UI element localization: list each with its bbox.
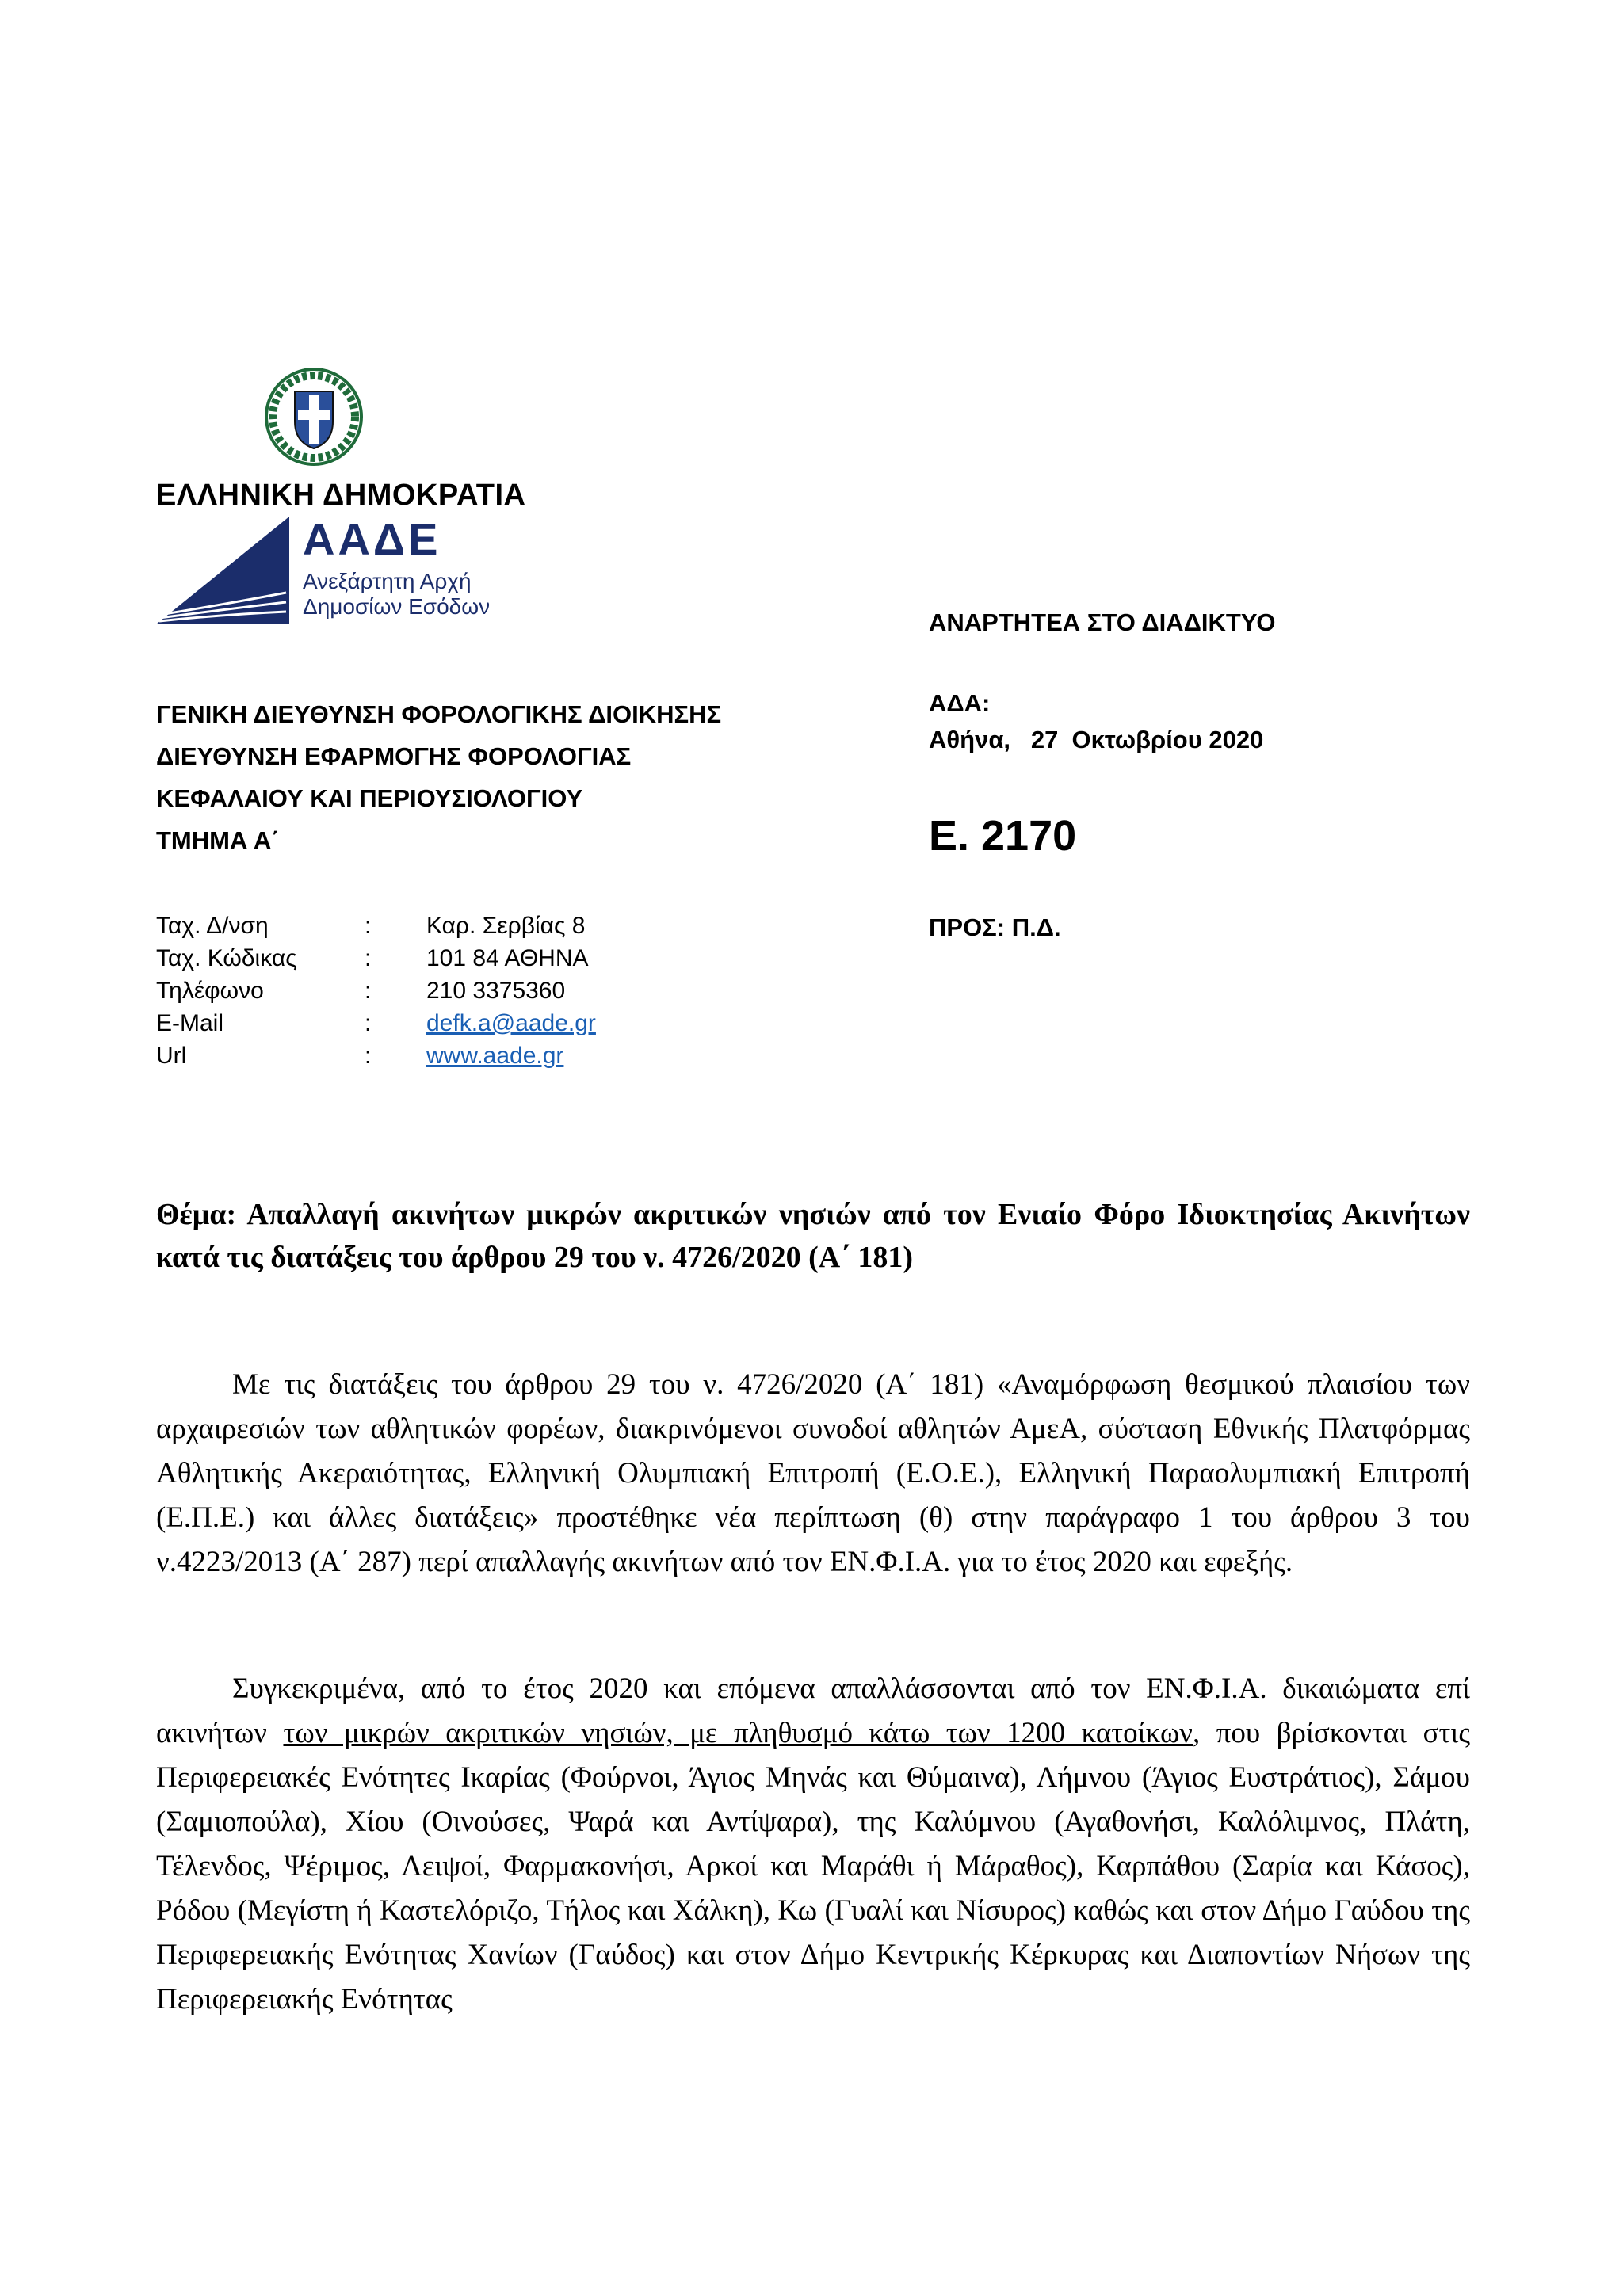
document-date: Αθήνα, 27 Οκτωβρίου 2020 <box>929 726 1264 753</box>
contact-label: Τηλέφωνο <box>156 978 264 1004</box>
ada-label: ΑΔΑ: <box>929 689 991 717</box>
contact-colon: : <box>365 1043 372 1069</box>
contact-value: 210 3375360 <box>426 978 566 1004</box>
aade-logo-name: ΑΑΔΕ <box>303 514 441 564</box>
publish-notice: ΑΝΑΡΤΗΤΕΑ ΣΤΟ ΔΙΑΔΙΚΤΥΟ <box>929 608 1276 636</box>
department-line: ΔΙΕΥΘΥΝΣΗ ΕΦΑΡΜΟΓΗΣ ΦΟΡΟΛΟΓΙΑΣ <box>156 742 632 770</box>
contact-label: Url <box>156 1043 187 1069</box>
contact-colon: : <box>365 1010 372 1036</box>
contact-label: E-Mail <box>156 1010 224 1036</box>
body-paragraph <box>156 1363 1470 1585</box>
contact-value: Καρ. Σερβίας 8 <box>426 913 586 939</box>
contact-value: 101 84 ΑΘΗΝΑ <box>426 945 589 971</box>
paragraph-text: Συγκεκριμένα, από το έτος 2020 και επόμενα απαλλάσσονται από τον ΕΝ.Φ.Ι.Α. δικαιώματα επί ακινήτων <box>156 1672 1470 1749</box>
contact-colon: : <box>365 978 372 1004</box>
underlined-text: των μικρών ακριτικών νησιών, με πληθυσμό κάτω των 1200 κατοίκων <box>283 1717 1193 1749</box>
paragraph-text: , που βρίσκονται στις Περιφερειακές Ενότητες Ικαρίας (Φούρνοι, Άγιος Μηνάς και Θύμαινα), Λήμνου (Άγιος Ευστράτιος), Σάμου (Σαμιοπούλα), Χίου (Οινούσες, Ψαρά και Αντίψαρα), της Καλύμνου (Αγαθονήσι, Καλόλιμνος, Πλάτη, Τέλενδος, Ψέριμος, Λειψοί, Φαρμακονήσι, Αρκοί και Μαράθι ή Μάραθος), Καρπάθου (Σαρία και Κάσος), Ρόδου (Μεγίστη ή Καστελόριζο, Τήλος και Χάλκη), Κω (Γυαλί και Νίσυρος) καθώς και στον Δήμο Γαύδου της Περιφερειακής Ενότητας Χανίων (Γαύδος) και στον Δήμο Κεντρικής Κέρκυρας και Διαποντίων Νήσων της Περιφερειακής Ενότητας <box>156 1717 1471 2016</box>
document-subject: Θέμα: Απαλλαγή ακινήτων μικρών ακριτικών νησιών από τον Ενιαίο Φόρο Ιδιοκτησίας Ακινήτων κατά τις διατάξεις του άρθρου 29 του ν. 4726/2020 (Α΄ 181) <box>156 1198 1470 1274</box>
recipient: ΠΡΟΣ: Π.Δ. <box>929 913 1061 941</box>
body-paragraph <box>156 1667 1470 2022</box>
aade-logo-subtitle-line1: Ανεξάρτητη Αρχή <box>303 569 472 593</box>
protocol-number: Ε. 2170 <box>929 812 1077 860</box>
aade-logo-subtitle-line2: Δημοσίων Εσόδων <box>303 594 491 619</box>
website-link[interactable]: www.aade.gr <box>426 1043 564 1069</box>
contact-colon: : <box>365 913 372 939</box>
email-link[interactable]: defk.a@aade.gr <box>426 1010 596 1036</box>
contact-label: Ταχ. Δ/νση <box>156 913 269 939</box>
greek-coat-of-arms-icon <box>263 366 365 467</box>
department-line: ΤΜΗΜΑ Α΄ <box>156 826 280 854</box>
department-line: ΓΕΝΙΚΗ ΔΙΕΥΘΥΝΣΗ ΦΟΡΟΛΟΓΙΚΗΣ ΔΙΟΙΚΗΣΗΣ <box>156 700 722 728</box>
contact-colon: : <box>365 945 372 971</box>
department-line: ΚΕΦΑΛΑΙΟΥ ΚΑΙ ΠΕΡΙΟΥΣΙΟΛΟΓΙΟΥ <box>156 784 583 812</box>
contact-label: Ταχ. Κώδικας <box>156 945 297 971</box>
paragraph-text: Με τις διατάξεις του άρθρου 29 του ν. 4726/2020 (Α΄ 181) «Αναμόρφωση θεσμικού πλαισίου των αρχαιρεσιών των αθλητικών φορέων, διακρινόμενοι συνοδοί αθλητών ΑμεΑ, σύσταση Εθνικής Πλατφόρμας Αθλητικής Ακεραιότητας, Ελληνική Ολυμπιακή Επιτροπή (Ε.Ο.Ε.), Ελληνική Παραολυμπιακή Επιτροπή (Ε.Π.Ε.) και άλλες διατάξεις» προστέθηκε νέα περίπτωση (θ) στην παράγραφο 1 του άρθρου 3 του ν.4223/2013 (Α΄ 287) περί απαλλαγής ακινήτων από τον ΕΝ.Φ.Ι.Α. για το έτος 2020 και εφεξής. <box>156 1368 1470 1578</box>
republic-title: ΕΛΛΗΝΙΚΗ ΔΗΜΟΚΡΑΤΙΑ <box>156 479 526 512</box>
